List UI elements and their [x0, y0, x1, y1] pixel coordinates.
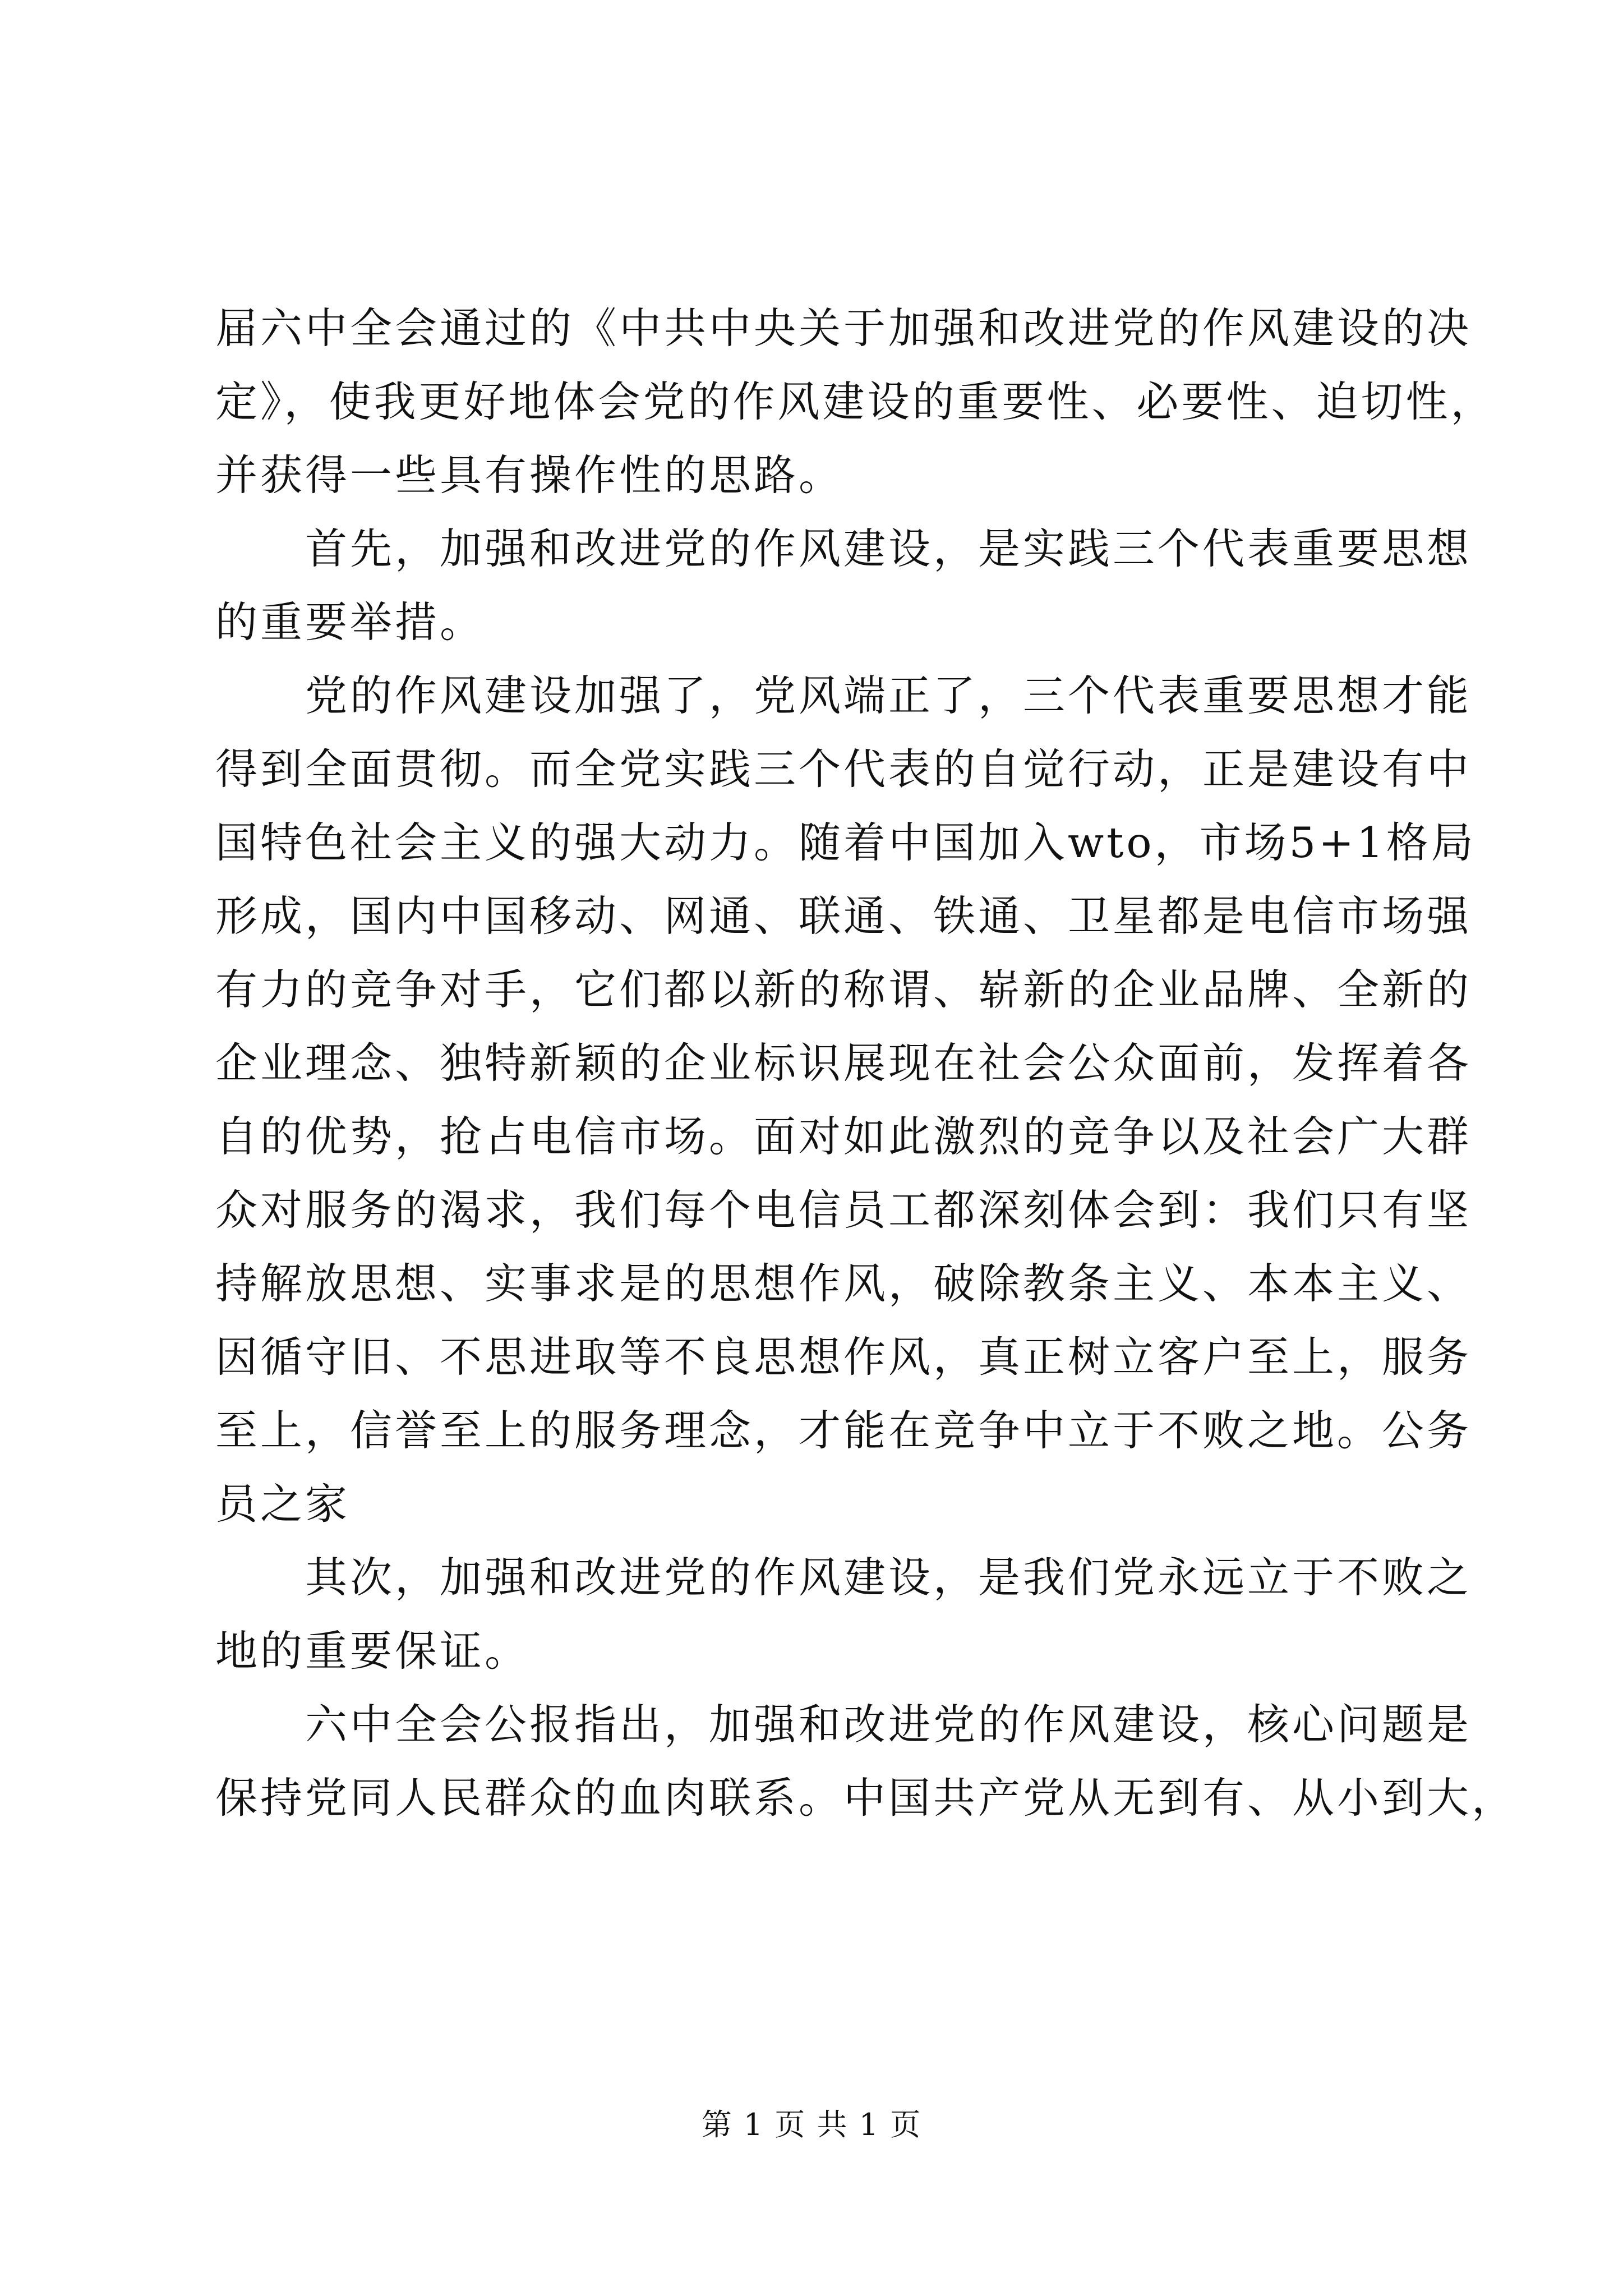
- text-line: 众对服务的渴求，我们每个电信员工都深刻体会到：我们只有坚: [215, 1185, 1472, 1235]
- text-line: 国特色社会主义的强大动力。随着中国加入wto，市场5+1格局: [215, 818, 1476, 867]
- page-footer: 第 1 页 共 1 页: [701, 2107, 922, 2142]
- text-line: 并获得一些具有操作性的思路。: [215, 450, 844, 500]
- document-body: [215, 292, 1517, 1835]
- text-line: 的重要举措。: [215, 597, 485, 647]
- text-line: 保持党同人民群众的血肉联系。中国共产党从无到有、从小到大，: [215, 1773, 1517, 1823]
- text-line: 员之家: [215, 1479, 351, 1529]
- text-line: 党的作风建设加强了，党风端正了，三个代表重要思想才能: [305, 671, 1472, 720]
- text-line: 持解放思想、实事求是的思想作风，破除教条主义、本本主义、: [215, 1259, 1472, 1308]
- text-line: 有力的竞争对手，它们都以新的称谓、崭新的企业品牌、全新的: [215, 965, 1472, 1014]
- text-line: 六中全会公报指出，加强和改进党的作风建设，核心问题是: [305, 1700, 1472, 1749]
- text-line: 得到全面贯彻。而全党实践三个代表的自觉行动，正是建设有中: [215, 744, 1472, 794]
- text-line: 因循守旧、不思进取等不良思想作风，真正树立客户至上，服务: [215, 1332, 1472, 1382]
- text-line: 其次，加强和改进党的作风建设，是我们党永远立于不败之: [305, 1553, 1472, 1602]
- text-line: 企业理念、独特新颖的企业标识展现在社会公众面前，发挥着各: [215, 1038, 1472, 1088]
- text-line: 至上，信誉至上的服务理念，才能在竞争中立于不败之地。公务: [215, 1406, 1472, 1455]
- text-line: 定》，使我更好地体会党的作风建设的重要性、必要性、迫切性，: [215, 377, 1496, 426]
- text-line: 形成，国内中国移动、网通、联通、铁通、卫星都是电信市场强: [215, 891, 1472, 941]
- text-line: 自的优势，抢占电信市场。面对如此激烈的竞争以及社会广大群: [215, 1112, 1472, 1161]
- text-line: 届六中全会通过的《中共中央关于加强和改进党的作风建设的决: [215, 303, 1472, 353]
- text-line: 首先，加强和改进党的作风建设，是实践三个代表重要思想: [305, 524, 1472, 573]
- text-line: 地的重要保证。: [215, 1626, 530, 1676]
